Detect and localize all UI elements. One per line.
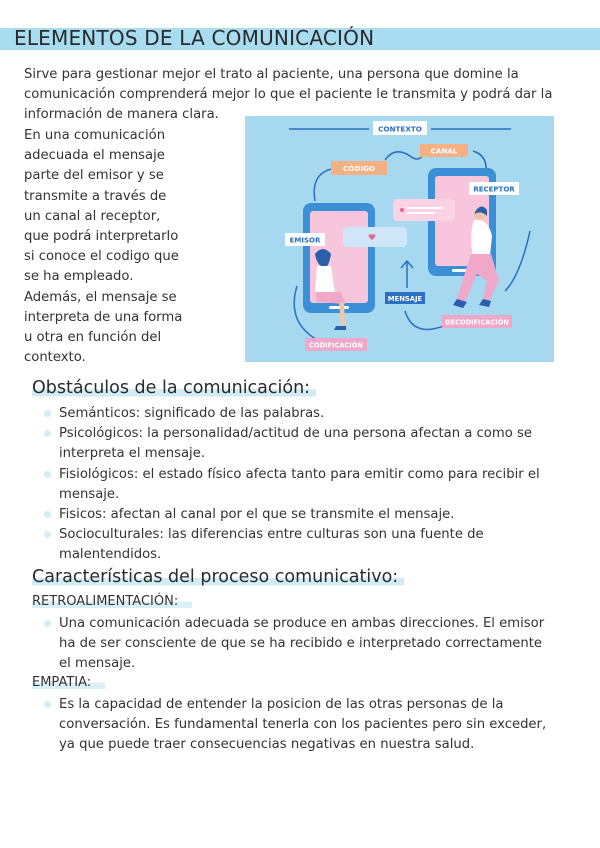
channel-label bbox=[420, 144, 468, 157]
bullet-icon bbox=[44, 511, 51, 518]
decoding-label bbox=[442, 315, 512, 328]
list-item: Fisicos: afectan al canal por el que se transmite el mensaje. bbox=[44, 505, 556, 525]
intro-paragraph: Sirve para gestionar mejor el trato al paciente, una persona que domine la comunicación comprenderá mejor lo que el paciente le transmita y podrá dar la información de manera clara. bbox=[24, 67, 553, 123]
obstacles-heading: Obstáculos de la comunicación: bbox=[32, 378, 316, 398]
communication-illustration bbox=[245, 116, 554, 362]
feedback-label: RETROALIMENTACIÓN: bbox=[32, 594, 192, 609]
list-item: Fisiológicos: el estado físico afecta tanto para emitir como para recibir el mensaje. bbox=[44, 465, 556, 505]
list-item: Psicológicos: la personalidad/actitud de una persona afectan a como se interpreta el mensaje. bbox=[44, 424, 556, 464]
svg-text:CODIFICACIÓN: CODIFICACIÓN bbox=[309, 341, 363, 350]
bullet-icon bbox=[44, 410, 51, 417]
empathy-label: EMPATIA: bbox=[32, 675, 105, 690]
sender-label bbox=[285, 233, 325, 246]
svg-text:CONTEXTO: CONTEXTO bbox=[378, 124, 422, 134]
feedback-list bbox=[44, 614, 556, 675]
empathy-list bbox=[44, 695, 556, 756]
svg-text:CÓDIGO: CÓDIGO bbox=[342, 164, 376, 173]
communication-elements-paragraph: En una comunicación adecuada el mensaje parte del emisor y se transmite a través de un canal al receptor, que podrá interpretarlo si conoce el codigo que se ha empleado. Además, el mensaje se interpreta de una forma u otra en función del contexto. bbox=[24, 128, 183, 366]
list-item: Es la capacidad de entender la posicion de las otras personas de la conversación. Es fundamental tenerla con los pacientes pero sin exceder, ya que puede traer consecuencias negativas en nuestra salud. bbox=[44, 695, 556, 756]
list-item: Semánticos: significado de las palabras. bbox=[44, 404, 556, 424]
chat-bubble-icon bbox=[343, 227, 407, 247]
bullet-icon bbox=[44, 701, 51, 708]
bullet-icon bbox=[44, 471, 51, 478]
page-title: ELEMENTOS DE LA COMUNICACIÓN bbox=[14, 26, 375, 50]
coding-label bbox=[305, 338, 367, 351]
chat-bubble-icon bbox=[393, 199, 455, 221]
receiver-label bbox=[469, 182, 519, 195]
svg-text:CANAL: CANAL bbox=[430, 146, 458, 156]
svg-text:EMISOR: EMISOR bbox=[289, 236, 321, 245]
obstacles-list bbox=[44, 404, 556, 566]
svg-text:RECEPTOR: RECEPTOR bbox=[473, 185, 515, 194]
code-label bbox=[331, 161, 387, 175]
svg-text:MENSAJE: MENSAJE bbox=[387, 295, 423, 303]
bullet-icon bbox=[44, 430, 51, 437]
characteristics-heading: Características del proceso comunicativo: bbox=[32, 567, 404, 587]
list-item: Socioculturales: las diferencias entre culturas son una fuente de malentendidos. bbox=[44, 525, 556, 565]
svg-text:DECODIFICACIÓN: DECODIFICACIÓN bbox=[445, 318, 509, 327]
bullet-icon bbox=[44, 531, 51, 538]
bullet-icon bbox=[44, 620, 51, 627]
list-item: Una comunicación adecuada se produce en ambas direcciones. El emisor ha de ser consciente de que se ha recibido e interpretado correctamente el mensaje. bbox=[44, 614, 556, 675]
context-label bbox=[373, 121, 427, 135]
message-label bbox=[385, 292, 425, 304]
communication-diagram-svg bbox=[245, 116, 554, 362]
